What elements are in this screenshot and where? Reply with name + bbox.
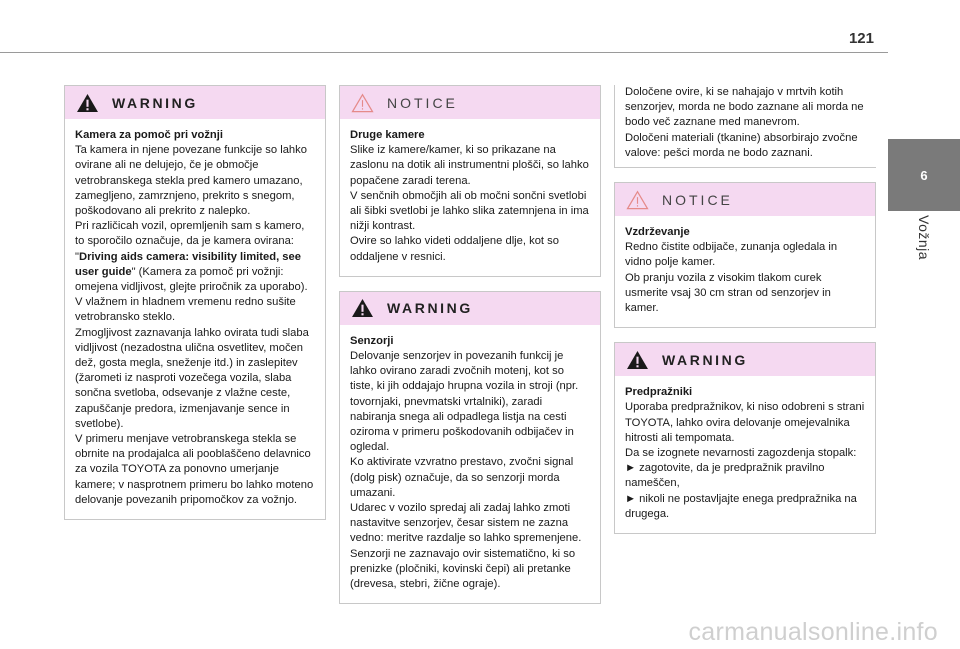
column-1 <box>64 85 326 529</box>
notice-title: NOTICE <box>662 191 733 208</box>
paragraph: Senzorji ne zaznavajo ovir sistematično, ki so prenizke (pločniki, kovinski čepi) ali pretanke (drevesa, stebri, žične ograje). <box>350 547 576 591</box>
column-2 <box>339 85 601 613</box>
notice-body <box>340 119 600 276</box>
warning-box-sensors <box>339 291 601 604</box>
chapter-title <box>888 215 960 295</box>
bullet-item: ► zagotovite, da je predpražnik pravilno nameščen, <box>625 462 825 490</box>
paragraph: Uporaba predpražnikov, ki niso odobreni s strani TOYOTA, lahko ovira delovanje omejevalnika hitrosti ali tempomata. <box>625 401 865 444</box>
warning-header <box>65 86 325 119</box>
paragraph: Ko aktivirate vzvratno prestavo, zvočni signal (dolg pisk) označuje, da so senzorji morda umazani. <box>350 456 574 499</box>
warning-body <box>340 325 600 603</box>
paragraph: Delovanje senzorjev in povezanih funkcij je lahko ovirano zaradi zvočnih motenj, kot so tiste, ki jih oddajajo hrupna vozila in stroji (npr. tovornjaki, pnevmatski vrtalniki), zaradi nabiranja snega ali odpadlega listja na cesti oziroma v primeru poškodovanih odbijačev in ogledal. <box>350 350 579 454</box>
column-3 <box>614 85 876 543</box>
paragraph: Ob pranju vozila z visokim tlakom curek usmerite vsaj 30 cm stran od senzorjev in kamer. <box>625 271 831 315</box>
notice-triangle-icon <box>351 93 374 113</box>
paragraph: Da se izognete nevarnosti zagozdenja stopalk: <box>625 447 857 460</box>
paragraph: Udarec v vozilo spredaj ali zadaj lahko zmoti nastavitve senzorjev, česar sistem ne zazna vedno: meritve razdalje so lahko spremenjene. <box>350 502 582 545</box>
paragraph: V senčnih območjih ali ob močni sončni svetlobi ali šibki svetlobi je lahko slika zatemnjena in ima nižji kontrast. <box>350 189 589 233</box>
intro-text <box>614 85 876 168</box>
notice-box-maintenance <box>614 182 876 328</box>
paragraph: V vlažnem in hladnem vremenu redno sušite vetrobransko steklo. <box>75 296 296 324</box>
bullet-item: ► nikoli ne postavljajte enega predpražnika na drugega. <box>625 492 857 520</box>
paragraph: Ta kamera in njene povezane funkcije so lahko ovirane ali ne delujejo, če je območje vetrobranskega stekla pred kamero umazano, zamegljeno, zamrznjeno, prekrito s snegom, poškodovano ali prekrito z nalepko. <box>75 144 307 218</box>
warning-triangle-icon <box>351 298 374 318</box>
warning-title: WARNING <box>662 351 748 368</box>
warning-title: WARNING <box>112 94 198 111</box>
paragraph: Ovire so lahko videti oddaljene dlje, kot so oddaljene v resnici. <box>350 235 559 263</box>
warning-header <box>615 343 875 376</box>
warning-triangle-icon <box>626 350 649 370</box>
paragraph: Redno čistite odbijače, zunanja ogledala in vidno polje kamer. <box>625 241 838 269</box>
warning-body <box>615 376 875 533</box>
notice-body <box>615 216 875 327</box>
warning-box-camera <box>64 85 326 520</box>
paragraph: Zmogljivost zaznavanja lahko ovirata tudi slaba vidljivost (nezadostna ulična osvetlitev, močen dež, gosta megla, sneženje itd.) in zaslepitev (žarometi iz nasproti vozečega vozila, slaba sončna svetloba, odsevanje z vlažne ceste, zapuščanje predora, izmenjavanje sence in svetlobe). <box>75 326 309 430</box>
paragraph: V primeru menjave vetrobranskega stekla se obrnite na prodajalca ali pooblaščeno delavnico za vozila TOYOTA za ponovno umerjanje kamere; v nasprotnem primeru bo lahko moteno delovanje povezanih pripomočkov za vožnjo. <box>75 433 314 506</box>
message-text: Driving aids camera: visibility limited, see user guide <box>75 250 301 278</box>
warning-body <box>65 119 325 519</box>
notice-header <box>615 183 875 216</box>
notice-heading: Vzdrževanje <box>625 226 690 239</box>
chapter-number: 6 <box>920 167 928 183</box>
warning-title: WARNING <box>387 300 473 317</box>
chapter-tab[interactable] <box>888 139 960 211</box>
header-rule <box>0 52 888 53</box>
page-number: 121 <box>848 30 874 47</box>
warning-heading: Senzorji <box>350 334 394 347</box>
warning-heading: Predpražniki <box>625 386 693 399</box>
chapter-title-text: Vožnja <box>916 215 932 261</box>
paragraph: Določeni materiali (tkanine) absorbirajo zvočne valove: pešci morda ne bodo zaznani. <box>625 131 858 159</box>
warning-heading: Kamera za pomoč pri vožnji <box>75 129 223 141</box>
warning-triangle-icon <box>76 93 99 113</box>
paragraph: Določene ovire, ki se nahajajo v mrtvih kotih senzorjev, morda ne bodo zaznane ali morda ne bodo več zaznane med manevrom. <box>625 86 864 129</box>
notice-heading: Druge kamere <box>350 129 425 141</box>
warning-box-floor-mats <box>614 342 876 534</box>
notice-header <box>340 86 600 119</box>
warning-header <box>340 292 600 325</box>
notice-box-cameras <box>339 85 601 277</box>
watermark: carmanualsonline.info <box>688 618 938 646</box>
notice-title: NOTICE <box>387 94 458 111</box>
paragraph: Pri različicah vozil, opremljenih sam s kamero, to sporočilo označuje, da je kamera ovirana: "Driving aids camera: visibility limited, see user guide" (Kamera za pomoč pri vožnji: omejena vidljivost, glejte priročnik za uporabo). <box>75 220 308 294</box>
paragraph: Slike iz kamere/kamer, ki so prikazane na zaslonu na dotik ali instrumentni plošči, so lahko popačene zaradi terena. <box>350 144 589 187</box>
notice-triangle-icon <box>626 190 649 210</box>
